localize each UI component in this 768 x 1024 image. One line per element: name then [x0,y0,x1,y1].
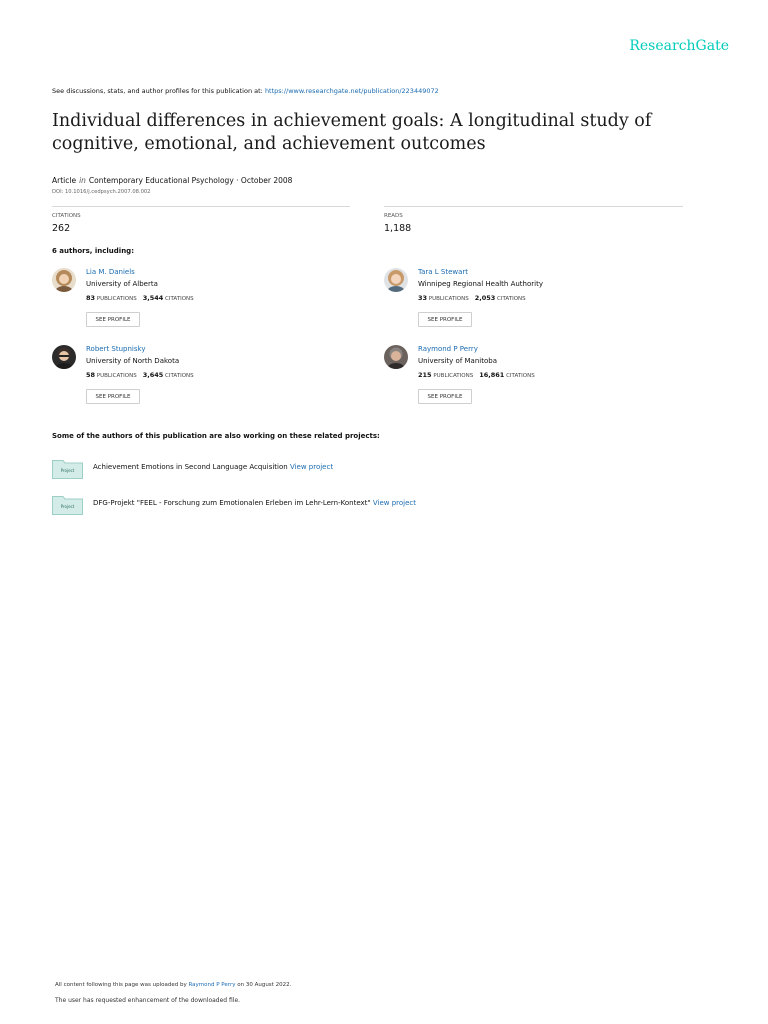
author-institution: University of Manitoba [418,357,497,365]
author-name[interactable]: Raymond P Perry [418,345,478,353]
see-profile-button[interactable]: SEE PROFILE [418,389,472,404]
publications-count: 58 [86,371,96,379]
uploaded-by-note [55,982,291,988]
discussion-prefix: See discussions, stats, and author profiles for this publication at: [52,87,263,95]
avatar-photo-icon [384,345,408,369]
author-card [384,345,684,415]
avatar[interactable] [384,345,408,369]
divider-citations [52,206,350,207]
author-stats [418,294,526,302]
publications-count: 83 [86,294,96,302]
citations-label: CITATIONS [506,373,535,379]
avatar-photo-icon [52,268,76,292]
avatar-photo-icon [384,268,408,292]
author-stats [86,294,194,302]
publications-count: 33 [418,294,428,302]
citations-count: 3,544 [142,294,164,302]
author-name[interactable]: Robert Stupnisky [86,345,146,353]
author-card [52,345,352,415]
citations-count: 16,861 [479,371,505,379]
project-text [93,499,416,507]
avatar-photo-icon [52,345,76,369]
project-folder-icon [52,458,83,479]
author-institution: University of Alberta [86,280,158,288]
divider-reads [384,206,683,207]
project-icon-label: Project [60,504,75,509]
project-text [93,463,333,471]
citations-label: CITATIONS [52,213,81,219]
project-item [52,492,752,518]
see-profile-button[interactable]: SEE PROFILE [418,312,472,327]
author-card [384,268,684,338]
project-title: Achievement Emotions in Second Language Acquisition [93,463,288,471]
publications-label: PUBLICATIONS [428,296,469,302]
publication-url-link[interactable]: https://www.researchgate.net/publication/223449072 [264,87,439,95]
doi: DOI: 10.1016/j.cedpsych.2007.08.002 [52,189,151,195]
see-profile-button[interactable]: SEE PROFILE [86,312,140,327]
publications-count: 215 [418,371,432,379]
citations-count: 2,053 [474,294,496,302]
see-profile-button[interactable]: SEE PROFILE [86,389,140,404]
reads-value: 1,188 [384,223,412,234]
uploaded-suffix: on 30 August 2022. [237,982,292,988]
author-stats [418,371,535,379]
avatar[interactable] [52,345,76,369]
publications-label: PUBLICATIONS [96,373,137,379]
discussion-line [52,87,439,95]
author-institution: University of North Dakota [86,357,180,365]
reads-label: READS [384,213,403,219]
citations-count: 3,645 [142,371,164,379]
paper-title: Individual differences in achievement goals: A longitudinal study of cognitive, emotional, and achievement outcomes [52,111,652,154]
avatar[interactable] [384,268,408,292]
enhancement-note: The user has requested enhancement of the downloaded file. [55,997,241,1004]
citations-value: 262 [52,223,71,234]
project-title: DFG-Projekt "FEEL - Forschung zum Emotionalen Erleben im Lehr-Lern-Kontext" [93,499,371,507]
researchgate-logo[interactable]: ResearchGate [629,38,729,54]
authors-heading: 6 authors, including: [52,247,134,255]
author-card [52,268,352,338]
related-projects-heading: Some of the authors of this publication are also working on these related projects: [52,432,380,440]
project-icon-label: Project [60,468,75,473]
article-meta [52,176,292,185]
project-item [52,456,752,482]
publications-label: PUBLICATIONS [433,373,474,379]
project-folder-icon [52,494,83,515]
view-project-link[interactable]: View project [372,499,417,507]
view-project-link[interactable]: View project [289,463,334,471]
uploader-link[interactable]: Raymond P Perry [188,982,236,988]
publications-label: PUBLICATIONS [96,296,137,302]
in-label: in [79,176,86,185]
author-stats [86,371,194,379]
author-name[interactable]: Tara L Stewart [418,268,469,276]
article-type: Article [52,176,77,185]
author-institution: Winnipeg Regional Health Authority [418,280,543,288]
avatar[interactable] [52,268,76,292]
citations-label: CITATIONS [165,296,194,302]
author-name[interactable]: Lia M. Daniels [86,268,135,276]
journal-name[interactable]: Contemporary Educational Psychology [88,176,234,185]
citations-label: CITATIONS [497,296,526,302]
citations-label: CITATIONS [165,373,194,379]
publication-date: · October 2008 [236,176,293,185]
uploaded-prefix: All content following this page was uploaded by [55,982,187,988]
